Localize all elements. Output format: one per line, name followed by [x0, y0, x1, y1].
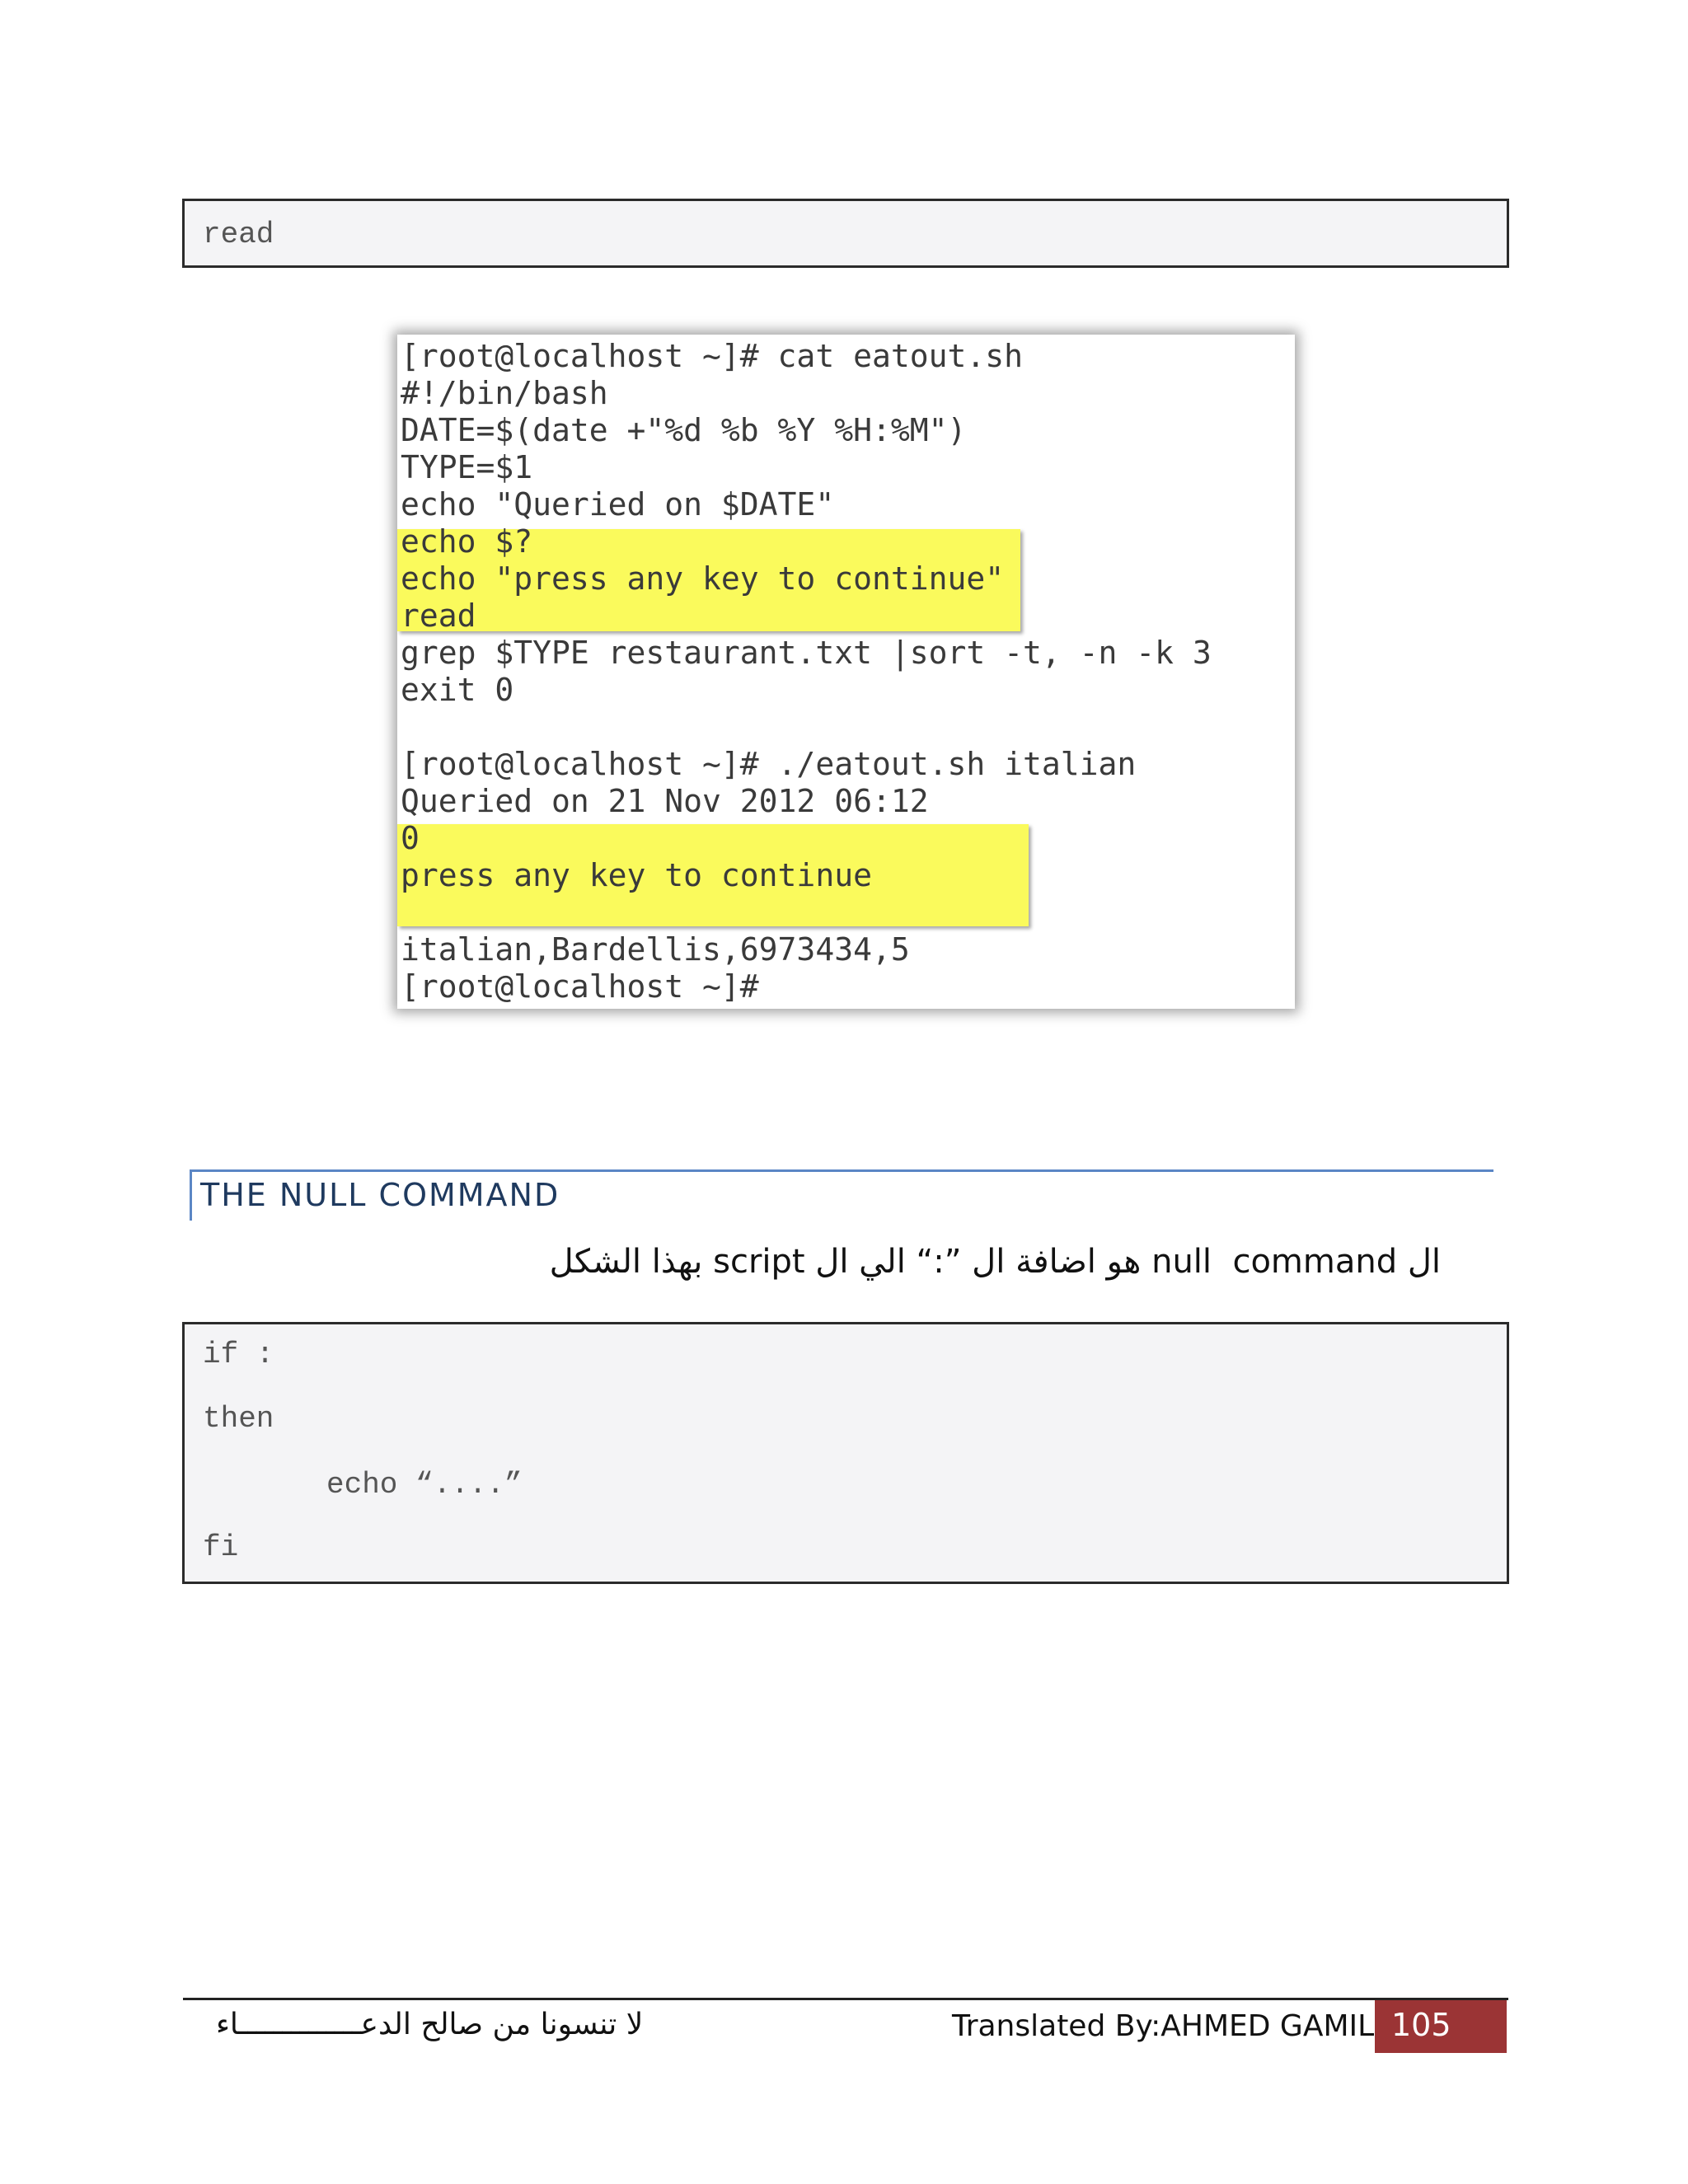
- terminal-line: 0: [401, 820, 420, 856]
- code-line: if :: [203, 1338, 274, 1371]
- terminal-line: [root@localhost ~]# ./eatout.sh italian: [401, 746, 1137, 782]
- terminal-line: Queried on 21 Nov 2012 06:12: [401, 783, 929, 819]
- terminal-line: grep $TYPE restaurant.txt |sort -t, -n -k 3: [401, 635, 1212, 671]
- terminal-line: echo $?: [401, 523, 533, 560]
- terminal-screenshot: [397, 335, 1295, 1009]
- terminal-line: DATE=$(date +"%d %b %Y %H:%M"): [401, 412, 967, 448]
- code-block-read: [182, 199, 1509, 268]
- footer-arabic-note: لا تنسونا من صالح الدعــــــــــــــاء: [216, 2008, 644, 2041]
- terminal-line: [root@localhost ~]# cat eatout.sh: [401, 338, 1023, 374]
- footer-translator: Translated By:AHMED GAMIL: [952, 2009, 1375, 2043]
- terminal-line: [root@localhost ~]#: [401, 968, 759, 1005]
- terminal-line: echo "Queried on $DATE": [401, 486, 835, 523]
- terminal-line: TYPE=$1: [401, 449, 533, 485]
- code-line: echo “....”: [326, 1468, 523, 1502]
- terminal-line: read: [401, 598, 476, 634]
- terminal-line: echo "press any key to continue": [401, 560, 1005, 597]
- code-line: read: [203, 218, 274, 251]
- footer-divider: [183, 1998, 1508, 2000]
- terminal-line: italian,Bardellis,6973434,5: [401, 931, 910, 968]
- terminal-line: exit 0: [401, 672, 514, 708]
- page-number: 105: [1375, 2000, 1507, 2053]
- code-block-null-command: [182, 1322, 1509, 1584]
- intro-paragraph: ال null command هو اضافة ال ”:“ الي ال script بهذا الشكل: [549, 1243, 1441, 1281]
- code-line: then: [203, 1402, 274, 1436]
- section-heading-frame: [190, 1169, 1493, 1221]
- code-line: fi: [203, 1530, 239, 1564]
- section-heading: THE NULL COMMAND: [200, 1177, 560, 1213]
- terminal-line: #!/bin/bash: [401, 375, 608, 411]
- terminal-line: press any key to continue: [401, 857, 872, 893]
